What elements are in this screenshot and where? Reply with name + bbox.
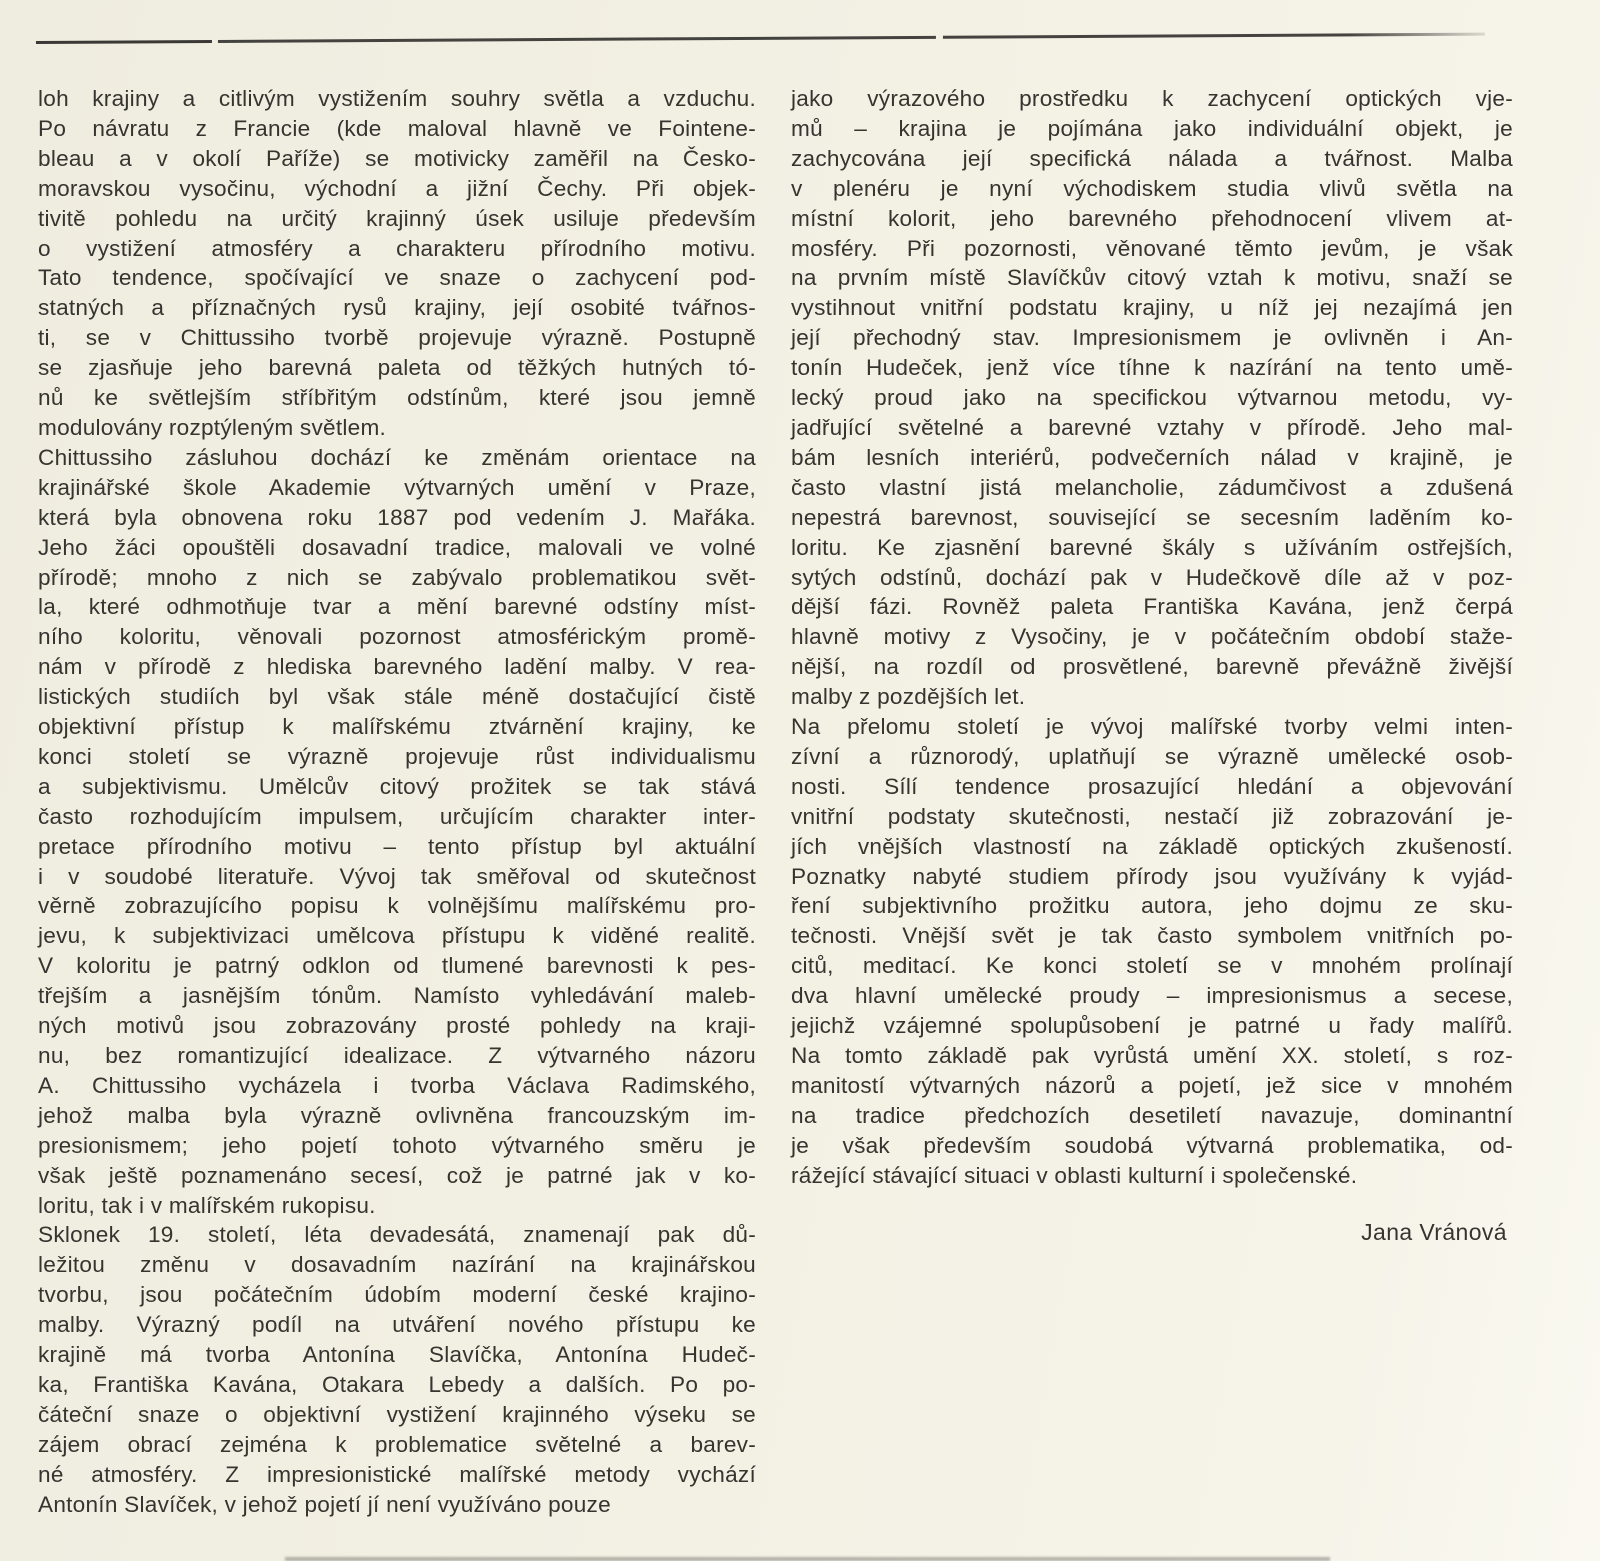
text-line: nepestrá barevnost, související se secesním laděním ko- [791, 504, 1513, 530]
text-line: jejichž vzájemné spolupůsobení je patrné u řady malířů. [791, 1013, 1513, 1039]
paragraph [38, 443, 756, 1221]
text-line: o vystižení atmosféry a charakteru přírodního motivu. [38, 235, 756, 261]
text-line: vnitřní podstaty skutečnosti, nestačí již zobrazování je- [791, 803, 1513, 829]
text-line: loh krajiny a citlivým vystižením souhry světla a vzduchu. [38, 86, 756, 111]
text-line: často vlastní jistá melancholie, zádumčivost a zdušená [791, 474, 1513, 500]
text-line: jevu, k subjektivizaci umělcova přístupu k viděné realitě. [38, 923, 756, 949]
text-line: malby. Výrazný podíl na utváření nového přístupu ke [38, 1312, 756, 1338]
text-line: mů – krajina je pojímána jako individuální objekt, je [791, 115, 1513, 141]
text-line: Poznatky nabyté studiem přírody jsou využívány k vyjád- [791, 863, 1513, 889]
text-line: presionismem; jeho pojetí tohoto výtvarného směru je [38, 1132, 756, 1158]
right-column-text [791, 84, 1513, 1191]
text-line: statných a příznačných rysů krajiny, její osobité tvářnos- [38, 295, 756, 321]
text-line: přírodě; mnoho z nich se zabývalo problematikou svět- [38, 564, 756, 590]
text-line: třejším a jasnějším tónům. Namísto vyhledávání maleb- [38, 983, 756, 1009]
text-line: loritu. Ke zjasnění barevné škály s užíváním ostřejších, [791, 534, 1513, 560]
text-line: v plenéru je nyní východiskem studia vlivů světla na [791, 175, 1513, 201]
text-line: nu, bez romantizující idealizace. Z výtvarného názoru [38, 1043, 756, 1068]
text-line: na prvním místě Slavíčkův citový vztah k motivu, snaží se [791, 265, 1513, 291]
text-line: malby z pozdějších let. [791, 684, 1026, 710]
text-line: zívní a různorodý, uplatňují se výrazně umělecké osob- [791, 743, 1513, 769]
text-line: bleau a v okolí Paříže) se motivicky zaměřil na Česko- [38, 145, 756, 171]
text-line: moravskou vysočinu, východní a jižní Čechy. Při objek- [38, 175, 756, 201]
text-line: ření subjektivního prožitku autora, jeho dojmu ze sku- [791, 893, 1513, 919]
text-line: a subjektivismu. Umělcův citový prožitek se tak stává [38, 773, 756, 799]
text-line: rážející stávající situaci v oblasti kulturní i společenské. [791, 1162, 1358, 1188]
text-line: V koloritu je patrný odklon od tlumené barevnosti k pes- [38, 953, 756, 979]
left-column [38, 84, 756, 1520]
text-line: na tradice předchozích desetiletí navazuje, dominantní [791, 1102, 1513, 1128]
paragraph [791, 84, 1513, 712]
text-line: né atmosféry. Z impresionistické malířské metody vychází [38, 1461, 756, 1487]
text-line: nů ke světlejším stříbřitým odstínům, které jsou jemně [38, 385, 756, 411]
text-line: Po návratu z Francie (kde maloval hlavně ve Fointene- [38, 115, 756, 141]
text-line: čáteční snaze o objektivní vystižení krajinného výseku se [38, 1401, 756, 1427]
text-line: la, které odhmotňuje tvar a mění barevné odstíny míst- [38, 594, 756, 620]
text-line: jehož malba byla výrazně ovlivněna francouzským im- [38, 1102, 756, 1128]
author-signature: Jana Vránová [1361, 1218, 1507, 1245]
right-column [791, 84, 1513, 1520]
text-line: A. Chittussiho vycházela i tvorba Václava Radimského, [38, 1072, 756, 1098]
text-line: krajinářské škole Akademie výtvarných umění v Praze, [38, 474, 756, 500]
text-line: nám v přírodě z hlediska barevného ladění malby. V rea- [38, 654, 756, 680]
paragraph [38, 1220, 756, 1519]
text-line: ti, se v Chittussiho tvorbě projevuje výrazně. Postupně [38, 325, 756, 351]
text-line: tivitě pohledu na určitý krajinný úsek usiluje především [38, 205, 756, 231]
text-line: jako výrazového prostředku k zachycení optických vje- [791, 86, 1513, 111]
text-line: i v soudobé literatuře. Vývoj tak směřoval od skutečnost [38, 863, 756, 889]
text-line: konci století se výrazně projevuje růst individualismu [38, 743, 756, 769]
text-line: Antonín Slavíček, v jehož pojetí jí není využíváno pouze [38, 1491, 611, 1517]
text-line: ka, Františka Kavána, Otakara Lebedy a dalších. Po po- [38, 1371, 756, 1397]
text-line: sytých odstínů, dochází pak v Hudečkově díle až v poz- [791, 564, 1513, 590]
text-line: Tato tendence, spočívající ve snaze o zachycení pod- [38, 265, 756, 291]
text-line: ležitou změnu v dosavadním nazírání na krajinářskou [38, 1252, 756, 1278]
text-columns [38, 84, 1513, 1520]
text-line: pretace přírodního motivu – tento přístup byl aktuální [38, 833, 756, 859]
text-line: nější, na rozdíl od prosvětlené, barevně převážně živější [791, 654, 1513, 680]
scan-edge-artifact [285, 1557, 1330, 1561]
top-rule [36, 33, 1491, 59]
text-line: je však především soudobá výtvarná problematika, od- [791, 1132, 1513, 1158]
text-line: která byla obnovena roku 1887 pod vedením J. Mařáka. [38, 504, 756, 530]
paragraph [791, 712, 1513, 1191]
text-line: Sklonek 19. století, léta devadesátá, znamenají pak dů- [38, 1222, 756, 1248]
text-line: se zjasňuje jeho barevná paleta od těžkých hutných tó- [38, 355, 756, 381]
text-line: listických studiích byl však stále méně dostačující čistě [38, 684, 756, 710]
text-line: tečnosti. Vnější svět je tak často symbolem vnitřních po- [791, 923, 1513, 949]
text-line: vystihnout vnitřní podstatu krajiny, u níž jej nezajímá jen [791, 295, 1513, 321]
text-line: lecký proud jako na specifickou výtvarnou metodu, vy- [791, 385, 1513, 411]
text-line: ního koloritu, věnovali pozornost atmosférickým promě- [38, 624, 756, 650]
text-line: dější fázi. Rovněž paleta Františka Kavána, jenž čerpá [791, 594, 1513, 620]
text-line: modulovány rozptýleným světlem. [38, 414, 387, 440]
text-line: loritu, tak i v malířském rukopisu. [38, 1192, 376, 1218]
text-line: však ještě poznamenáno secesí, což je patrné jak v ko- [38, 1162, 756, 1188]
top-rule-segment [943, 33, 1485, 39]
text-line: ných motivů jsou zobrazovány prosté pohledy na kraji- [38, 1013, 756, 1039]
text-line: věrně zobrazujícího popisu k volnějšímu malířskému pro- [38, 893, 756, 919]
text-line: bám lesních interiérů, podvečerních nálad v krajině, je [791, 444, 1513, 470]
text-line: dva hlavní umělecké proudy – impresionismus a secese, [791, 983, 1513, 1009]
text-line: zájem obrací zejména k problematice světelné a barev- [38, 1431, 756, 1457]
text-line: citů, meditací. Ke konci století se v mnohém prolínají [791, 953, 1513, 979]
text-line: manitostí výtvarných názorů a pojetí, jež sice v mnohém [791, 1072, 1513, 1098]
text-line: Na tomto základě pak vyrůstá umění XX. století, s roz- [791, 1043, 1513, 1068]
text-line: tvorbu, jsou počátečním údobím moderní české krajino- [38, 1282, 756, 1308]
paragraph [38, 84, 756, 443]
text-line: Chittussiho zásluhou dochází ke změnám orientace na [38, 444, 756, 470]
text-line: krajině má tvorba Antonína Slavíčka, Antonína Hudeč- [38, 1342, 756, 1368]
top-rule-segment [36, 40, 212, 44]
text-line: nosti. Sílí tendence prosazující hledání a objevování [791, 773, 1513, 799]
text-line: mosféry. Při pozornosti, věnované těmto jevům, je však [791, 235, 1513, 261]
text-line: její přechodný stav. Impresionismem je ovlivněn i An- [791, 325, 1513, 351]
text-line: zachycována její specifická nálada a tvářnost. Malba [791, 145, 1513, 171]
text-line: Na přelomu století je vývoj malířské tvorby velmi inten- [791, 714, 1513, 740]
text-line: jadřující světelné a barevné vztahy v přírodě. Jeho mal- [791, 414, 1513, 440]
text-line: hlavně motivy z Vysočiny, je v počátečním období staže- [791, 624, 1513, 650]
top-rule-segment [218, 36, 936, 43]
text-line: Jeho žáci opouštěli dosavadní tradice, malovali ve volné [38, 534, 756, 560]
text-line: objektivní přístup k malířskému ztvárnění krajiny, ke [38, 714, 756, 740]
text-line: místní kolorit, jeho barevného přehodnocení vlivem at- [791, 205, 1513, 231]
text-line: často rozhodujícím impulsem, určujícím charakter inter- [38, 803, 756, 829]
text-line: tonín Hudeček, jenž více tíhne k nazírání na tento umě- [791, 355, 1513, 381]
text-line: jích vnějších vlastností na základě optických zkušeností. [791, 833, 1513, 859]
